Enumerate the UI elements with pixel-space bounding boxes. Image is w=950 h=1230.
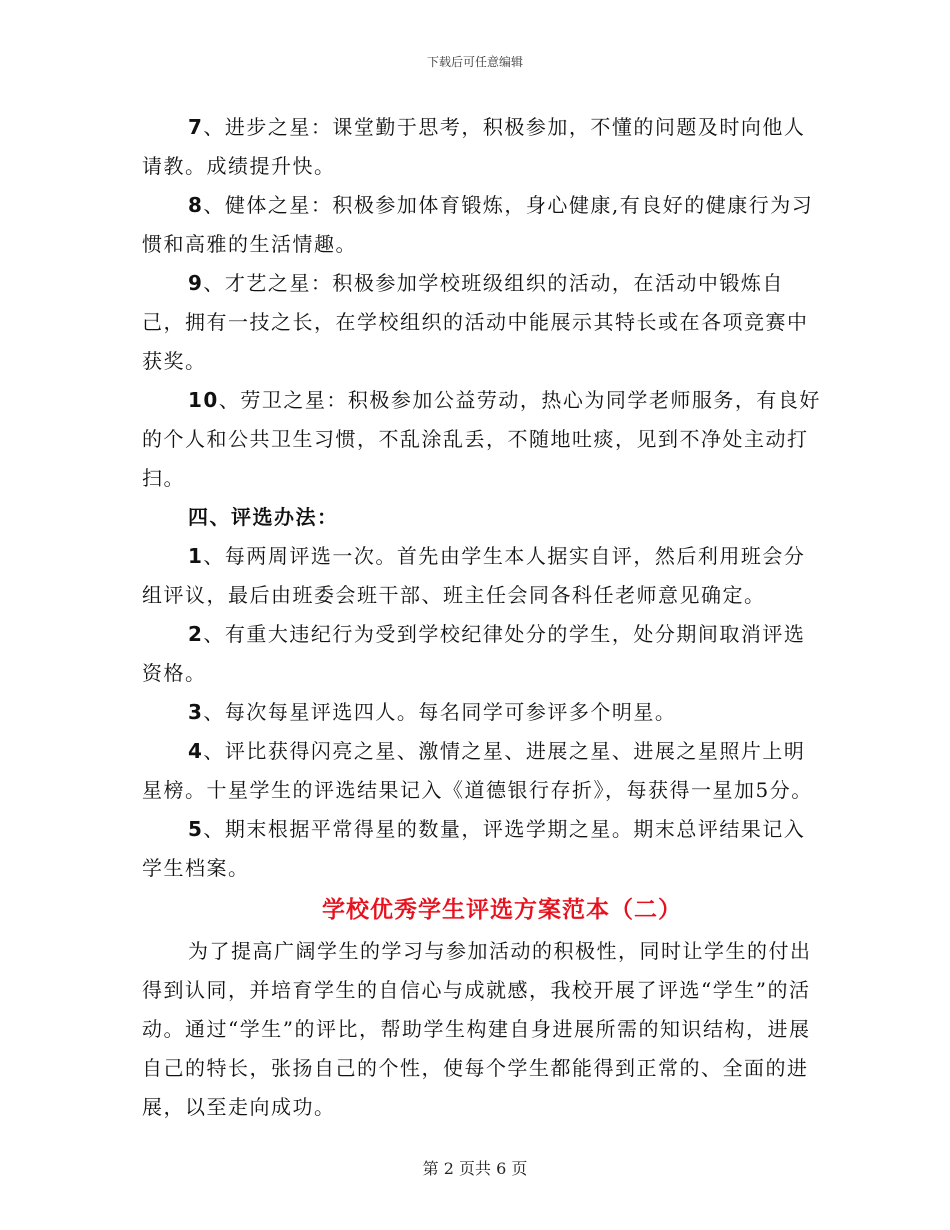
item-text: 、健体之星：积极参加体育锻炼，身心健康,有良好的健康行为习惯和高雅的生活情趣。: [142, 193, 814, 256]
item-number: 7: [188, 115, 204, 139]
header-note: 下载后可任意编辑: [426, 55, 523, 69]
intro-paragraph: 为了提高广阔学生的学习与参加活动的积极性，同时让学生的付出得到认同，并培育学生的自信心与成就感，我校开展了评选“学生”的活动。通过“学生”的评比，帮助学生构建自身进展所需的知识结构，进展自己的特长，张扬自己的个性，使每个学生都能得到正常的、全面的进展，以至走向成功。: [142, 939, 812, 1119]
item-text: 、每两周评选一次。首先由学生本人据实自评，然后利用班会分组评议，最后由班委会班干部、班主任会同各科任老师意见确定。: [142, 544, 806, 607]
item-text: 、进步之星：课堂勤于思考，积极参加，不懂的问题及时向他人请教。成绩提升快。: [142, 115, 806, 178]
item-text: 、每次每星评选四人。每名同学可参评多个明星。: [203, 700, 677, 724]
item-number: 5: [188, 817, 204, 841]
list-item: [142, 615, 822, 693]
section-title: 学校优秀学生评选方案范本（二）: [322, 896, 682, 923]
item-number: 10: [188, 388, 219, 412]
list-item: [142, 108, 822, 186]
item-number: 3: [188, 700, 204, 724]
list-item: [142, 810, 822, 888]
section-heading: 四、评选办法：: [188, 505, 339, 529]
item-text: 、劳卫之星：积极参加公益劳动，热心为同学老师服务，有良好的个人和公共卫生习惯，不乱涂乱丢，不随地吐痰，见到不净处主动打扫。: [142, 388, 821, 490]
list-item: [142, 537, 822, 615]
list-item: [142, 693, 822, 732]
list-item: [142, 264, 822, 381]
item-number: 8: [188, 193, 204, 217]
item-number: 9: [188, 271, 204, 295]
list-item: [142, 381, 822, 498]
list-item: [142, 732, 822, 810]
item-number: 2: [188, 622, 204, 646]
item-number: 1: [188, 544, 204, 568]
item-text: 、有重大违纪行为受到学校纪律处分的学生，处分期间取消评选资格。: [142, 622, 806, 685]
list-item: [142, 186, 822, 264]
item-text: 、才艺之星：积极参加学校班级组织的活动，在活动中锻炼自己，拥有一技之长，在学校组织的活动中能展示其特长或在各项竞赛中获奖。: [142, 271, 809, 373]
item-text: 、期末根据平常得星的数量，评选学期之星。期末总评结果记入学生档案。: [142, 817, 806, 880]
item-number: 4: [188, 739, 204, 763]
item-text: 、评比获得闪亮之星、激情之星、进展之星、进展之星照片上明星榜。十星学生的评选结果记入《道德银行存折》，每获得一星加5分。: [142, 739, 813, 802]
page-footer: 第 2 页共 6 页: [422, 1159, 528, 1178]
document-body: [142, 108, 822, 1127]
